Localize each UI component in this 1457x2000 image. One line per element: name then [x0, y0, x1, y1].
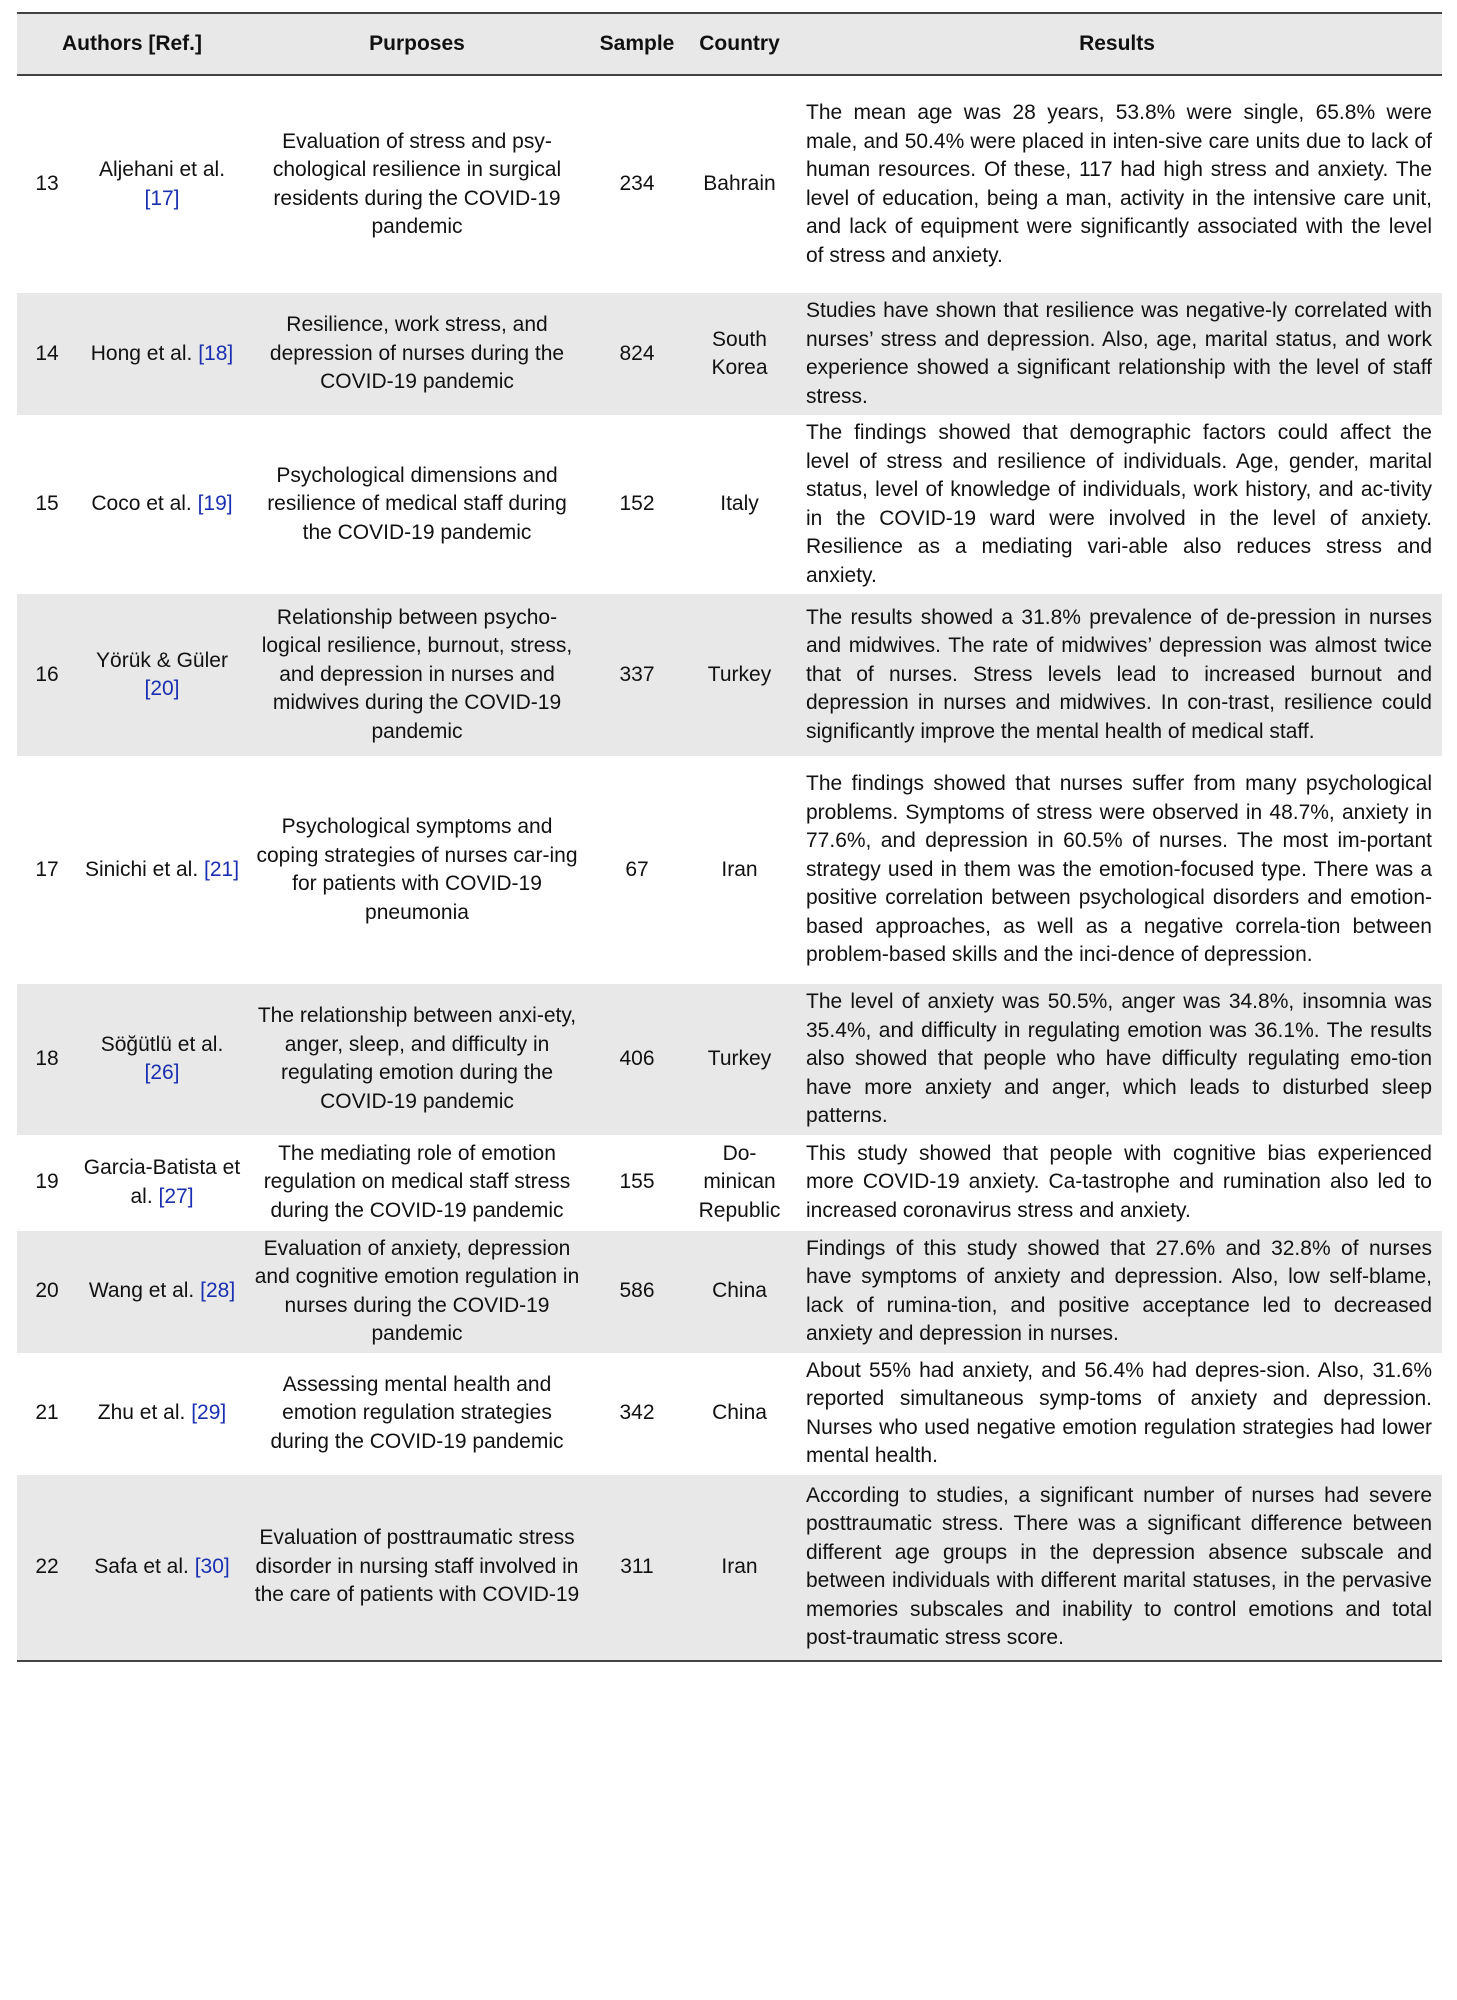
- reference-link[interactable]: [20]: [144, 677, 180, 700]
- author-cell: [77, 984, 247, 1135]
- studies-table: [17, 12, 1442, 1662]
- table-row: [17, 1135, 1442, 1231]
- author-name: Sinichi et al.: [84, 857, 199, 881]
- author-cell: [77, 75, 247, 293]
- author-name: Coco et al.: [91, 492, 192, 516]
- author-cell: [77, 415, 247, 594]
- row-number: 21: [35, 1401, 59, 1425]
- author-cell: [77, 1231, 247, 1353]
- purpose-cell: Evaluation of stress and psy-chological resilience in surgical residents during the COVID-19 pandemic: [272, 129, 562, 238]
- table-row: [17, 1475, 1442, 1661]
- table-row: [17, 75, 1442, 293]
- author-cell: [77, 594, 247, 756]
- country-cell: China: [712, 1401, 767, 1425]
- author-cell: [77, 1135, 247, 1231]
- results-cell: The level of anxiety was 50.5%, anger was 34.8%, insomnia was 35.4%, and difficulty in regulating emotion was 36.1%. The results also showed that people who have difficulty regulating emo-tion have more anxiety and anger, which leads to disturbed sleep patterns.: [806, 990, 1432, 1127]
- table-row: [17, 415, 1442, 594]
- header-results: Results: [1079, 31, 1155, 55]
- results-cell: The results showed a 31.8% prevalence of de-pression in nurses and midwives. The rate of midwives’ depression was almost twice that of nurses. Stress levels lead to increased burnout and depression in nurses and midwives. In con-trast, resilience could significantly improve the mental health of medical staff.: [806, 605, 1432, 743]
- sample-cell: 234: [619, 172, 655, 196]
- author-name: Söğütlü et al.: [100, 1032, 224, 1056]
- purpose-cell: Psychological symptoms and coping strategies of nurses car-ing for patients with COVID-19 pneumonia: [256, 815, 578, 924]
- country-cell: Iran: [721, 1554, 758, 1578]
- reference-link[interactable]: [21]: [204, 857, 240, 881]
- reference-link[interactable]: [28]: [200, 1279, 236, 1303]
- purpose-cell: Resilience, work stress, and depression of nurses during the COVID-19 pandemic: [269, 313, 565, 394]
- reference-link[interactable]: [18]: [198, 341, 234, 365]
- purpose-cell: The relationship between anxi-ety, anger, sleep, and difficulty in regulating emotion during the COVID-19 pandemic: [257, 1004, 577, 1113]
- author-name: Aljehani et al.: [98, 158, 226, 181]
- author-cell: [77, 1475, 247, 1661]
- table-row: [17, 756, 1442, 984]
- reference-link[interactable]: [30]: [194, 1554, 230, 1578]
- author-name: Wang et al.: [88, 1279, 195, 1303]
- purpose-cell: Assessing mental health and emotion regulation strategies during the COVID-19 pandemic: [270, 1372, 564, 1453]
- author-cell: [77, 756, 247, 984]
- reference-link[interactable]: [26]: [144, 1061, 180, 1085]
- country-cell: South Korea: [711, 327, 768, 379]
- table-header-row: [17, 13, 1442, 75]
- reference-link[interactable]: [19]: [197, 492, 233, 516]
- header-sample: Sample: [599, 31, 675, 55]
- results-cell: The findings showed that demographic factors could affect the level of stress and resilience of individuals. Age, gender, marital status, level of knowledge of individuals, work history, and ac-tivity in the COVID-19 ward were involved in the level of anxiety. Resilience as a mediating vari-able also reduces stress and anxiety.: [806, 421, 1432, 587]
- reference-link[interactable]: [17]: [144, 186, 180, 210]
- table-row: [17, 1231, 1442, 1353]
- table-row: [17, 594, 1442, 756]
- results-cell: About 55% had anxiety, and 56.4% had depres-sion. Also, 31.6% reported simultaneous symp-toms of anxiety and depression. Nurses who used negative emotion regulation strategies had lower mental health.: [806, 1358, 1432, 1467]
- row-number: 13: [35, 172, 59, 196]
- purpose-cell: Psychological dimensions and resilience of medical staff during the COVID-19 pandemic: [267, 463, 567, 544]
- purpose-cell: Relationship between psycho-logical resilience, burnout, stress, and depression in nurses and midwives during the COVID-19 pandemic: [261, 605, 573, 743]
- row-number: 14: [35, 341, 59, 365]
- country-cell: Turkey: [707, 1047, 772, 1070]
- purpose-cell: The mediating role of emotion regulation on medical staff stress during the COVID-19 pandemic: [263, 1141, 571, 1222]
- country-cell: Italy: [720, 492, 759, 516]
- purpose-cell: Evaluation of anxiety, depression and cognitive emotion regulation in nurses during the COVID-19 pandemic: [254, 1236, 580, 1345]
- row-number: 18: [35, 1047, 59, 1070]
- sample-cell: 586: [619, 1279, 655, 1303]
- results-cell: According to studies, a significant number of nurses had severe posttraumatic stress. There was a significant difference between different age groups in the depression absence subscale and between individuals with different marital statuses, in the pervasive memories subscales and inability to control emotions and total post-traumatic stress score.: [806, 1483, 1432, 1649]
- sample-cell: 67: [625, 857, 649, 881]
- table-row: [17, 984, 1442, 1135]
- author-name: Garcia-Batista et al.: [83, 1156, 241, 1208]
- row-number: 16: [35, 662, 59, 686]
- row-number: 19: [35, 1170, 59, 1194]
- sample-cell: 152: [619, 492, 655, 516]
- results-cell: The findings showed that nurses suffer from many psychological problems. Symptoms of stress were observed in 48.7%, anxiety in 77.6%, and depression in 60.5% of nurses. The most im-portant strategy used in them was the emotion-focused type. There was a positive correlation between psychological disorders and emotion-based approaches, as well as a negative correla-tion between problem-based skills and the inci-dence of depression.: [806, 772, 1432, 967]
- table-row: [17, 1353, 1442, 1475]
- sample-cell: 342: [619, 1401, 655, 1425]
- table-row: [17, 293, 1442, 415]
- row-number: 22: [35, 1554, 59, 1578]
- author-name: Safa et al.: [94, 1554, 189, 1578]
- sample-cell: 406: [619, 1047, 655, 1070]
- reference-link[interactable]: [29]: [191, 1401, 227, 1425]
- author-name: Hong et al.: [90, 341, 193, 365]
- row-number: 17: [35, 857, 59, 881]
- sample-cell: 311: [620, 1554, 654, 1578]
- header-country: Country: [699, 31, 780, 55]
- header-authors: Authors [Ref.]: [62, 31, 202, 55]
- row-number: 15: [35, 492, 59, 516]
- results-cell: Studies have shown that resilience was negative-ly correlated with nurses’ stress and depression. Also, age, marital status, and work experience showed a significant relationship with the level of staff stress.: [806, 299, 1432, 408]
- country-cell: Iran: [721, 857, 758, 881]
- header-purposes: Purposes: [369, 31, 465, 55]
- sample-cell: 337: [619, 662, 655, 686]
- purpose-cell: Evaluation of posttraumatic stress disorder in nursing staff involved in the care of patients with COVID-19: [254, 1526, 580, 1607]
- reference-link[interactable]: [27]: [158, 1184, 194, 1208]
- author-cell: [77, 293, 247, 415]
- country-cell: China: [712, 1279, 767, 1303]
- sample-cell: 155: [619, 1170, 655, 1194]
- row-number: 20: [35, 1279, 59, 1303]
- results-cell: The mean age was 28 years, 53.8% were single, 65.8% were male, and 50.4% were placed in inten-sive care units due to lack of human resources. Of these, 117 had high stress and anxiety. The level of education, being a man, activity in the intensive care unit, and lack of equipment were significantly associated with the level of stress and anxiety.: [806, 101, 1432, 267]
- results-cell: This study showed that people with cognitive bias experienced more COVID-19 anxiety. Ca-tastrophe and rumination also led to increased coronavirus stress and anxiety.: [806, 1141, 1432, 1222]
- results-cell: Findings of this study showed that 27.6% and 32.8% of nurses have symptoms of anxiety and depression. Also, low self-blame, lack of rumina-tion, and positive acceptance led to decreased anxiety and depression in nurses.: [806, 1236, 1432, 1345]
- country-cell: Turkey: [707, 662, 772, 686]
- country-cell: Bahrain: [703, 172, 776, 196]
- author-cell: [77, 1353, 247, 1475]
- sample-cell: 824: [619, 341, 655, 365]
- author-name: Yörük & Güler: [96, 648, 228, 672]
- country-cell: Do-minican Republic: [698, 1141, 781, 1222]
- author-name: Zhu et al.: [97, 1401, 186, 1425]
